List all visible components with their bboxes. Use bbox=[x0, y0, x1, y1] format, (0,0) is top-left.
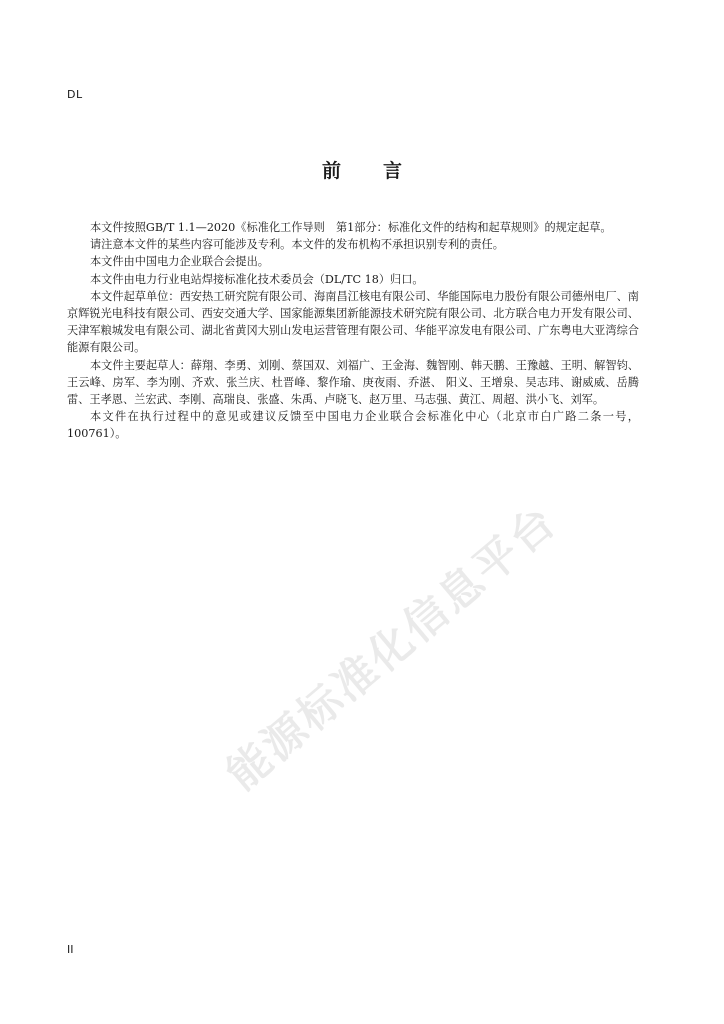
paragraph-drafting-organizations: 本文件起草单位：西安热工研究院有限公司、海南昌江核电有限公司、华能国际电力股份有限公司德州电厂、南京辉锐光电科技有限公司、西安交通大学、国家能源集团新能源技术研究院有限公司、北方联合电力开发有限公司、天津军粮城发电有限公司、湖北省黄冈大别山发电运营管理有限公司、华能平凉发电有限公司、广东粤电大亚湾综合能源有限公司。 bbox=[67, 289, 639, 355]
paragraph-drafting-rules: 本文件按照GB/T 1.1—2020《标准化工作导则 第1部分：标准化文件的结构和起草规则》的规定起草。 bbox=[89, 221, 612, 234]
paragraph-feedback-contact: 本文件在执行过程中的意见或建议反馈至中国电力企业联合会标准化中心（北京市白广路二条一号，100761）。 bbox=[67, 410, 639, 441]
paragraph-proposer: 本文件由中国电力企业联合会提出。 bbox=[89, 255, 269, 269]
standard-code: DL bbox=[67, 88, 83, 101]
title-char-1: 前 bbox=[321, 160, 341, 182]
foreword-body bbox=[67, 219, 639, 443]
paragraph-patent-notice: 请注意本文件的某些内容可能涉及专利。本文件的发布机构不承担识别专利的责任。 bbox=[89, 238, 504, 252]
paragraph-technical-committee: 本文件由电力行业电站焊接标准化技术委员会（DL/TC 18）归口。 bbox=[89, 272, 424, 286]
page-number: II bbox=[67, 943, 74, 956]
paragraph-drafters: 本文件主要起草人：薛翔、李勇、刘刚、蔡国双、刘福广、王金海、魏智刚、韩天鹏、王豫越、王明、解智钧、王云峰、房军、李为刚、齐欢、张兰庆、杜晋峰、黎作瑜、庚夜雨、乔湛、 阳义、王增泉、吴志玮、谢威威、岳腾雷、王孝恩、兰宏武、李刚、高瑞良、张盛、朱禹、卢晓飞、赵万里、马志强、黄江、周超、洪小飞、刘军。 bbox=[67, 358, 639, 407]
watermark: 能源标准化信息平台 bbox=[217, 495, 567, 801]
page-title bbox=[0, 156, 724, 183]
title-char-2: 言 bbox=[383, 160, 403, 182]
